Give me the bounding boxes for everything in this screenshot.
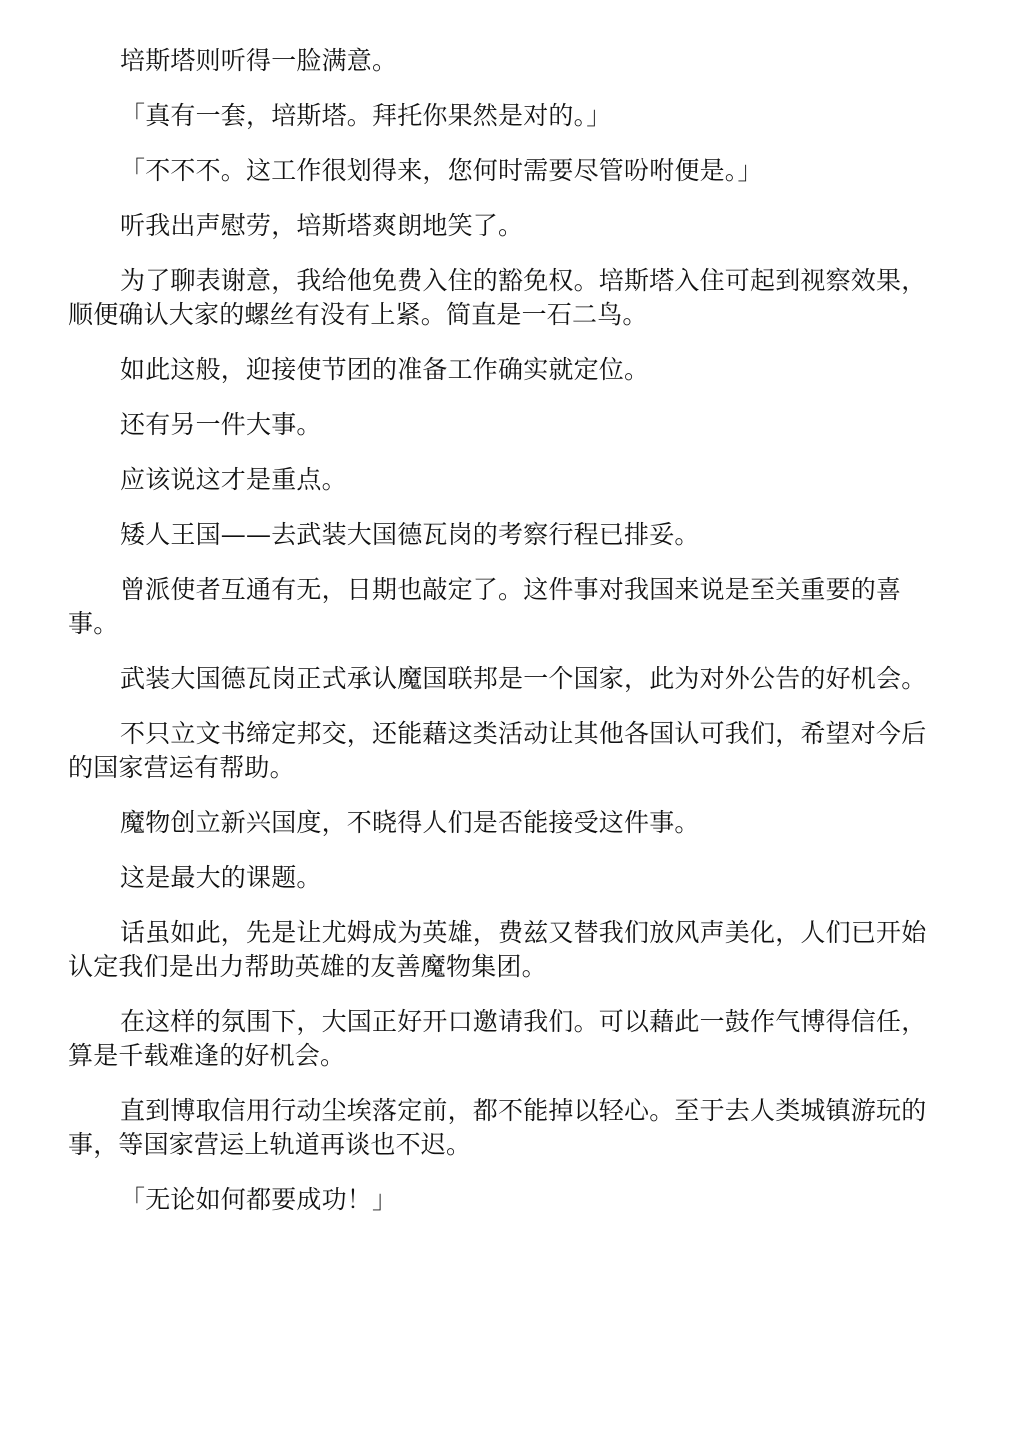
paragraph-18: 「无论如何都要成功！」 <box>120 1185 398 1214</box>
paragraph-12: 不只立文书缔定邦交，还能藉这类活动让其他各国认可我们，希望对今后的国家营运有帮助。 <box>68 719 927 782</box>
paragraph-1: 培斯塔则听得一脸满意。 <box>120 46 398 75</box>
paragraph-11: 武装大国德瓦岗正式承认魔国联邦是一个国家，此为对外公告的好机会。 <box>120 664 927 693</box>
paragraph-17: 直到博取信用行动尘埃落定前，都不能掉以轻心。至于去人类城镇游玩的事，等国家营运上轨道再谈也不迟。 <box>68 1096 927 1159</box>
paragraph-6: 如此这般，迎接使节团的准备工作确实就定位。 <box>120 355 650 384</box>
paragraph-10: 曾派使者互通有无，日期也敲定了。这件事对我国来说是至关重要的喜事。 <box>68 575 902 638</box>
paragraph-7: 还有另一件大事。 <box>120 410 322 439</box>
paragraph-13: 魔物创立新兴国度，不晓得人们是否能接受这件事。 <box>120 808 700 837</box>
paragraph-4: 听我出声慰劳，培斯塔爽朗地笑了。 <box>120 211 524 240</box>
paragraph-8: 应该说这才是重点。 <box>120 465 347 494</box>
paragraph-3: 「不不不。这工作很划得来，您何时需要尽管吩咐便是。」 <box>120 156 763 185</box>
paragraph-5: 为了聊表谢意，我给他免费入住的豁免权。培斯塔入住可起到视察效果，顺便确认大家的螺丝有没有上紧。简直是一石二鸟。 <box>68 266 927 329</box>
paragraph-15: 话虽如此，先是让尤姆成为英雄，费兹又替我们放风声美化，人们已开始认定我们是出力帮助英雄的友善魔物集团。 <box>68 918 927 981</box>
paragraph-14: 这是最大的课题。 <box>120 863 322 892</box>
paragraph-2: 「真有一套，培斯塔。拜托你果然是对的。」 <box>120 101 612 130</box>
paragraph-16: 在这样的氛围下，大国正好开口邀请我们。可以藉此一鼓作气博得信任，算是千载难逢的好机会。 <box>68 1007 927 1070</box>
paragraph-9: 矮人王国——去武装大国德瓦岗的考察行程已排妥。 <box>120 520 700 549</box>
